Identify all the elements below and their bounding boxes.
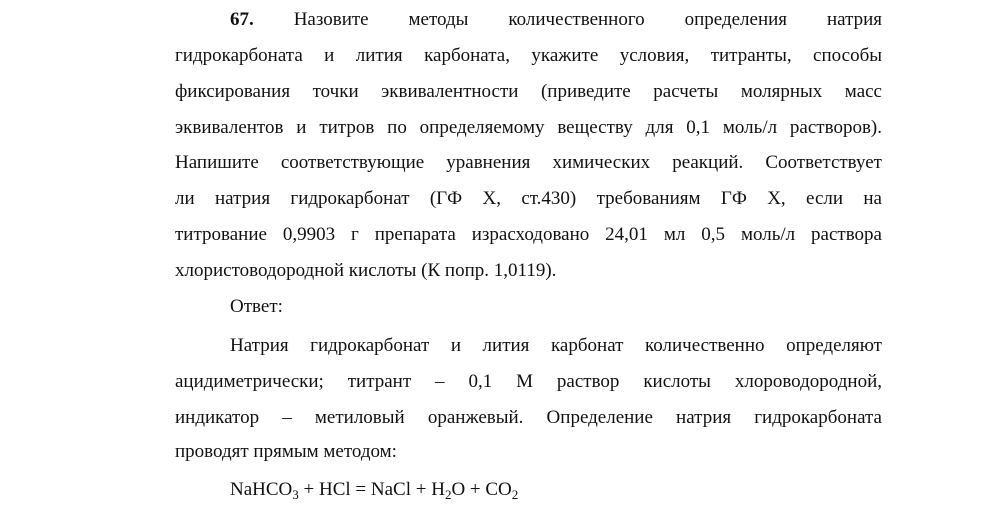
answer-text-line: ацидиметрически; титрант – 0,1 М раствор кислоты хлороводородной,: [175, 371, 882, 392]
answer-text-line: индикатор – метиловый оранжевый. Определение натрия гидрокарбоната: [175, 407, 882, 428]
problem-text-line: ли натрия гидрокарбонат (ГФ Х, ст.430) требованиям ГФ Х, если на: [175, 188, 882, 209]
problem-first-line: [230, 6, 882, 34]
problem-text-line: гидрокарбоната и лития карбоната, укажите условия, титранты, способы: [175, 45, 882, 66]
equation-subscript: 3: [292, 487, 299, 502]
problem-text-line: титрование 0,9903 г препарата израсходовано 24,01 мл 0,5 моль/л раствора: [175, 224, 882, 245]
problem-text-line: хлористоводородной кислоты (К попр. 1,0119).: [175, 260, 557, 281]
problem-text-line: фиксирования точки эквивалентности (приведите расчеты молярных масс: [175, 81, 882, 102]
equation-part: + HCl = NaCl + H: [298, 479, 445, 500]
equation-part: NaHCO: [230, 479, 293, 500]
equation-subscript: 2: [511, 487, 519, 502]
answer-text-line: проводят прямым методом:: [175, 441, 397, 462]
problem-text-line: эквивалентов и титров по определяемому веществу для 0,1 моль/л растворов).: [175, 117, 882, 138]
answer-text-line: Натрия гидрокарбонат и лития карбонат количественно определяют: [230, 335, 882, 356]
problem-text-line: Напишите соответствующие уравнения химических реакций. Соответствует: [175, 152, 882, 173]
reaction-equation: [230, 476, 882, 504]
equation-subscript: 2: [444, 487, 452, 502]
problem-text-line: Назовите методы количественного определения натрия: [293, 9, 883, 30]
equation-part: O + CO: [451, 479, 512, 500]
answer-label: Ответ:: [230, 296, 283, 317]
problem-number: 67.: [230, 9, 254, 30]
